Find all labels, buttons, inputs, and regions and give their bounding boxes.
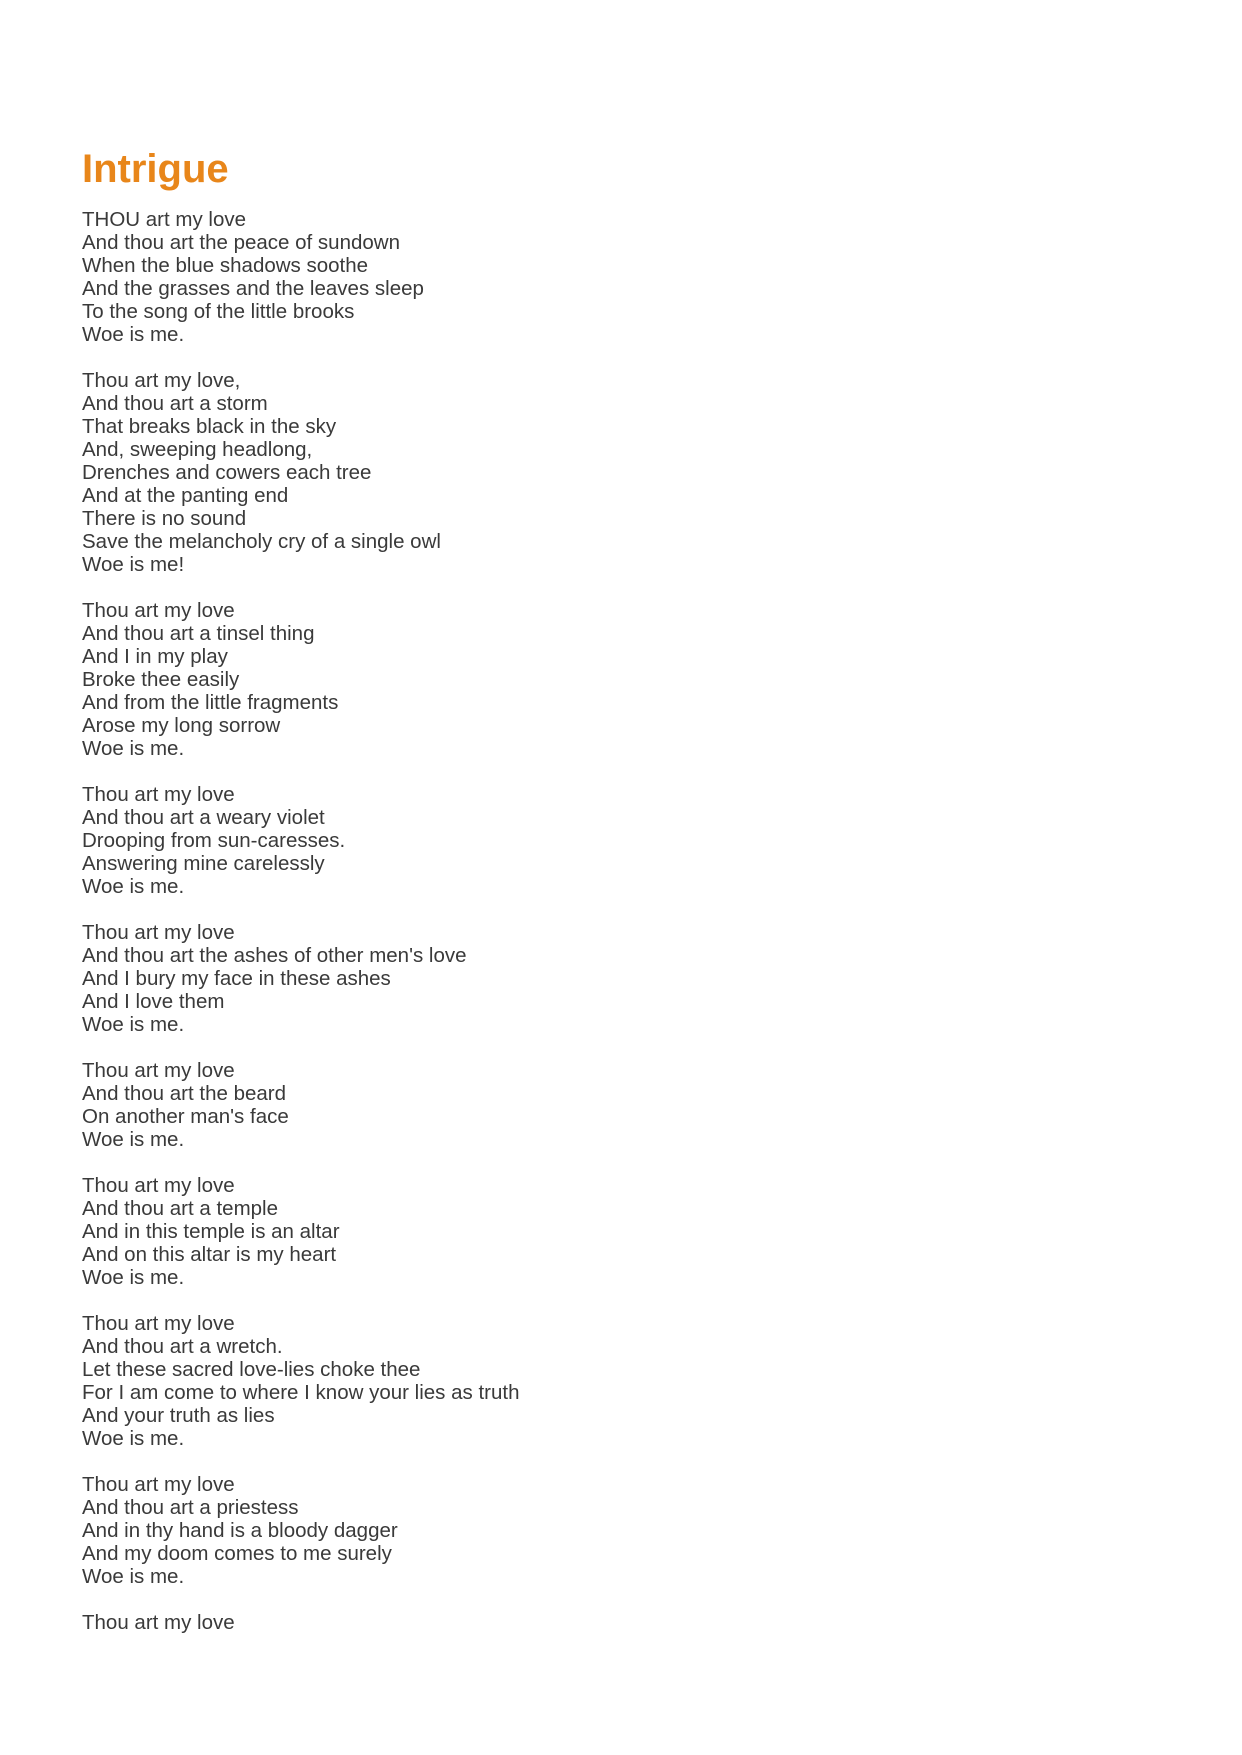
poem-line: To the song of the little brooks [82,300,355,323]
poem-line: Woe is me. [82,1427,185,1450]
stanza [82,1059,1162,1151]
poem-line: And on this altar is my heart [82,1243,337,1266]
poem-line: THOU art my love [82,208,247,231]
stanza [82,208,1162,346]
poem-line: When the blue shadows soothe [82,254,369,277]
poem-line: And the grasses and the leaves sleep [82,277,424,300]
poem-line: And at the panting end [82,484,289,507]
stanza [82,369,1162,576]
poem-line: Broke thee easily [82,668,240,691]
stanza [82,1174,1162,1289]
stanza [82,599,1162,760]
poem-line: Woe is me. [82,1266,185,1289]
poem-line: Drooping from sun-caresses. [82,829,346,852]
poem-line: And thou art the ashes of other men's love [82,944,467,967]
poem-line: Woe is me. [82,875,185,898]
poem-line: And in this temple is an altar [82,1220,340,1243]
poem-line: Answering mine carelessly [82,852,325,875]
poem-line: Thou art my love [82,1174,235,1197]
poem-line: And I in my play [82,645,228,668]
poem-line: Woe is me. [82,1013,185,1036]
poem-line: And thou art a tinsel thing [82,622,315,645]
poem-line: And your truth as lies [82,1404,275,1427]
poem-line: Woe is me. [82,1128,185,1151]
poem-line: Woe is me. [82,1565,185,1588]
document-page [82,145,1162,1657]
poem-line: Drenches and cowers each tree [82,461,372,484]
poem-line: Thou art my love [82,783,235,806]
poem-line: Thou art my love [82,1312,235,1335]
poem-line: And thou art a wretch. [82,1335,283,1358]
stanza [82,921,1162,1036]
poem-line: And I bury my face in these ashes [82,967,391,990]
poem-line: And, sweeping headlong, [82,438,313,461]
poem-line: Let these sacred love-lies choke thee [82,1358,421,1381]
poem-line: Woe is me. [82,323,185,346]
poem-line: And thou art a priestess [82,1496,299,1519]
stanza [82,1312,1162,1450]
stanza [82,1611,1162,1634]
stanza [82,783,1162,898]
poem-line: On another man's face [82,1105,289,1128]
poem-line: And thou art the beard [82,1082,287,1105]
poem-line: Woe is me. [82,737,185,760]
poem-line: For I am come to where I know your lies as truth [82,1381,520,1404]
poem-line: There is no sound [82,507,247,530]
poem-line: And thou art a weary violet [82,806,325,829]
poem-line: And in thy hand is a bloody dagger [82,1519,398,1542]
poem-line: And thou art the peace of sundown [82,231,400,254]
poem-title: Intrigue [82,147,229,191]
poem-line: Thou art my love [82,599,235,622]
poem-line: Thou art my love [82,1473,235,1496]
poem-line: Thou art my love [82,1611,235,1634]
poem-line: And I love them [82,990,225,1013]
poem-line: Thou art my love [82,921,235,944]
poem-line: And thou art a storm [82,392,268,415]
poem-body [82,208,1162,1634]
poem-line: Save the melancholy cry of a single owl [82,530,441,553]
poem-line: And my doom comes to me surely [82,1542,392,1565]
poem-line: Thou art my love, [82,369,241,392]
poem-line: That breaks black in the sky [82,415,337,438]
poem-line: Woe is me! [82,553,185,576]
poem-line: Thou art my love [82,1059,235,1082]
poem-line: And from the little fragments [82,691,339,714]
poem-line: Arose my long sorrow [82,714,281,737]
poem-line: And thou art a temple [82,1197,279,1220]
stanza [82,1473,1162,1588]
